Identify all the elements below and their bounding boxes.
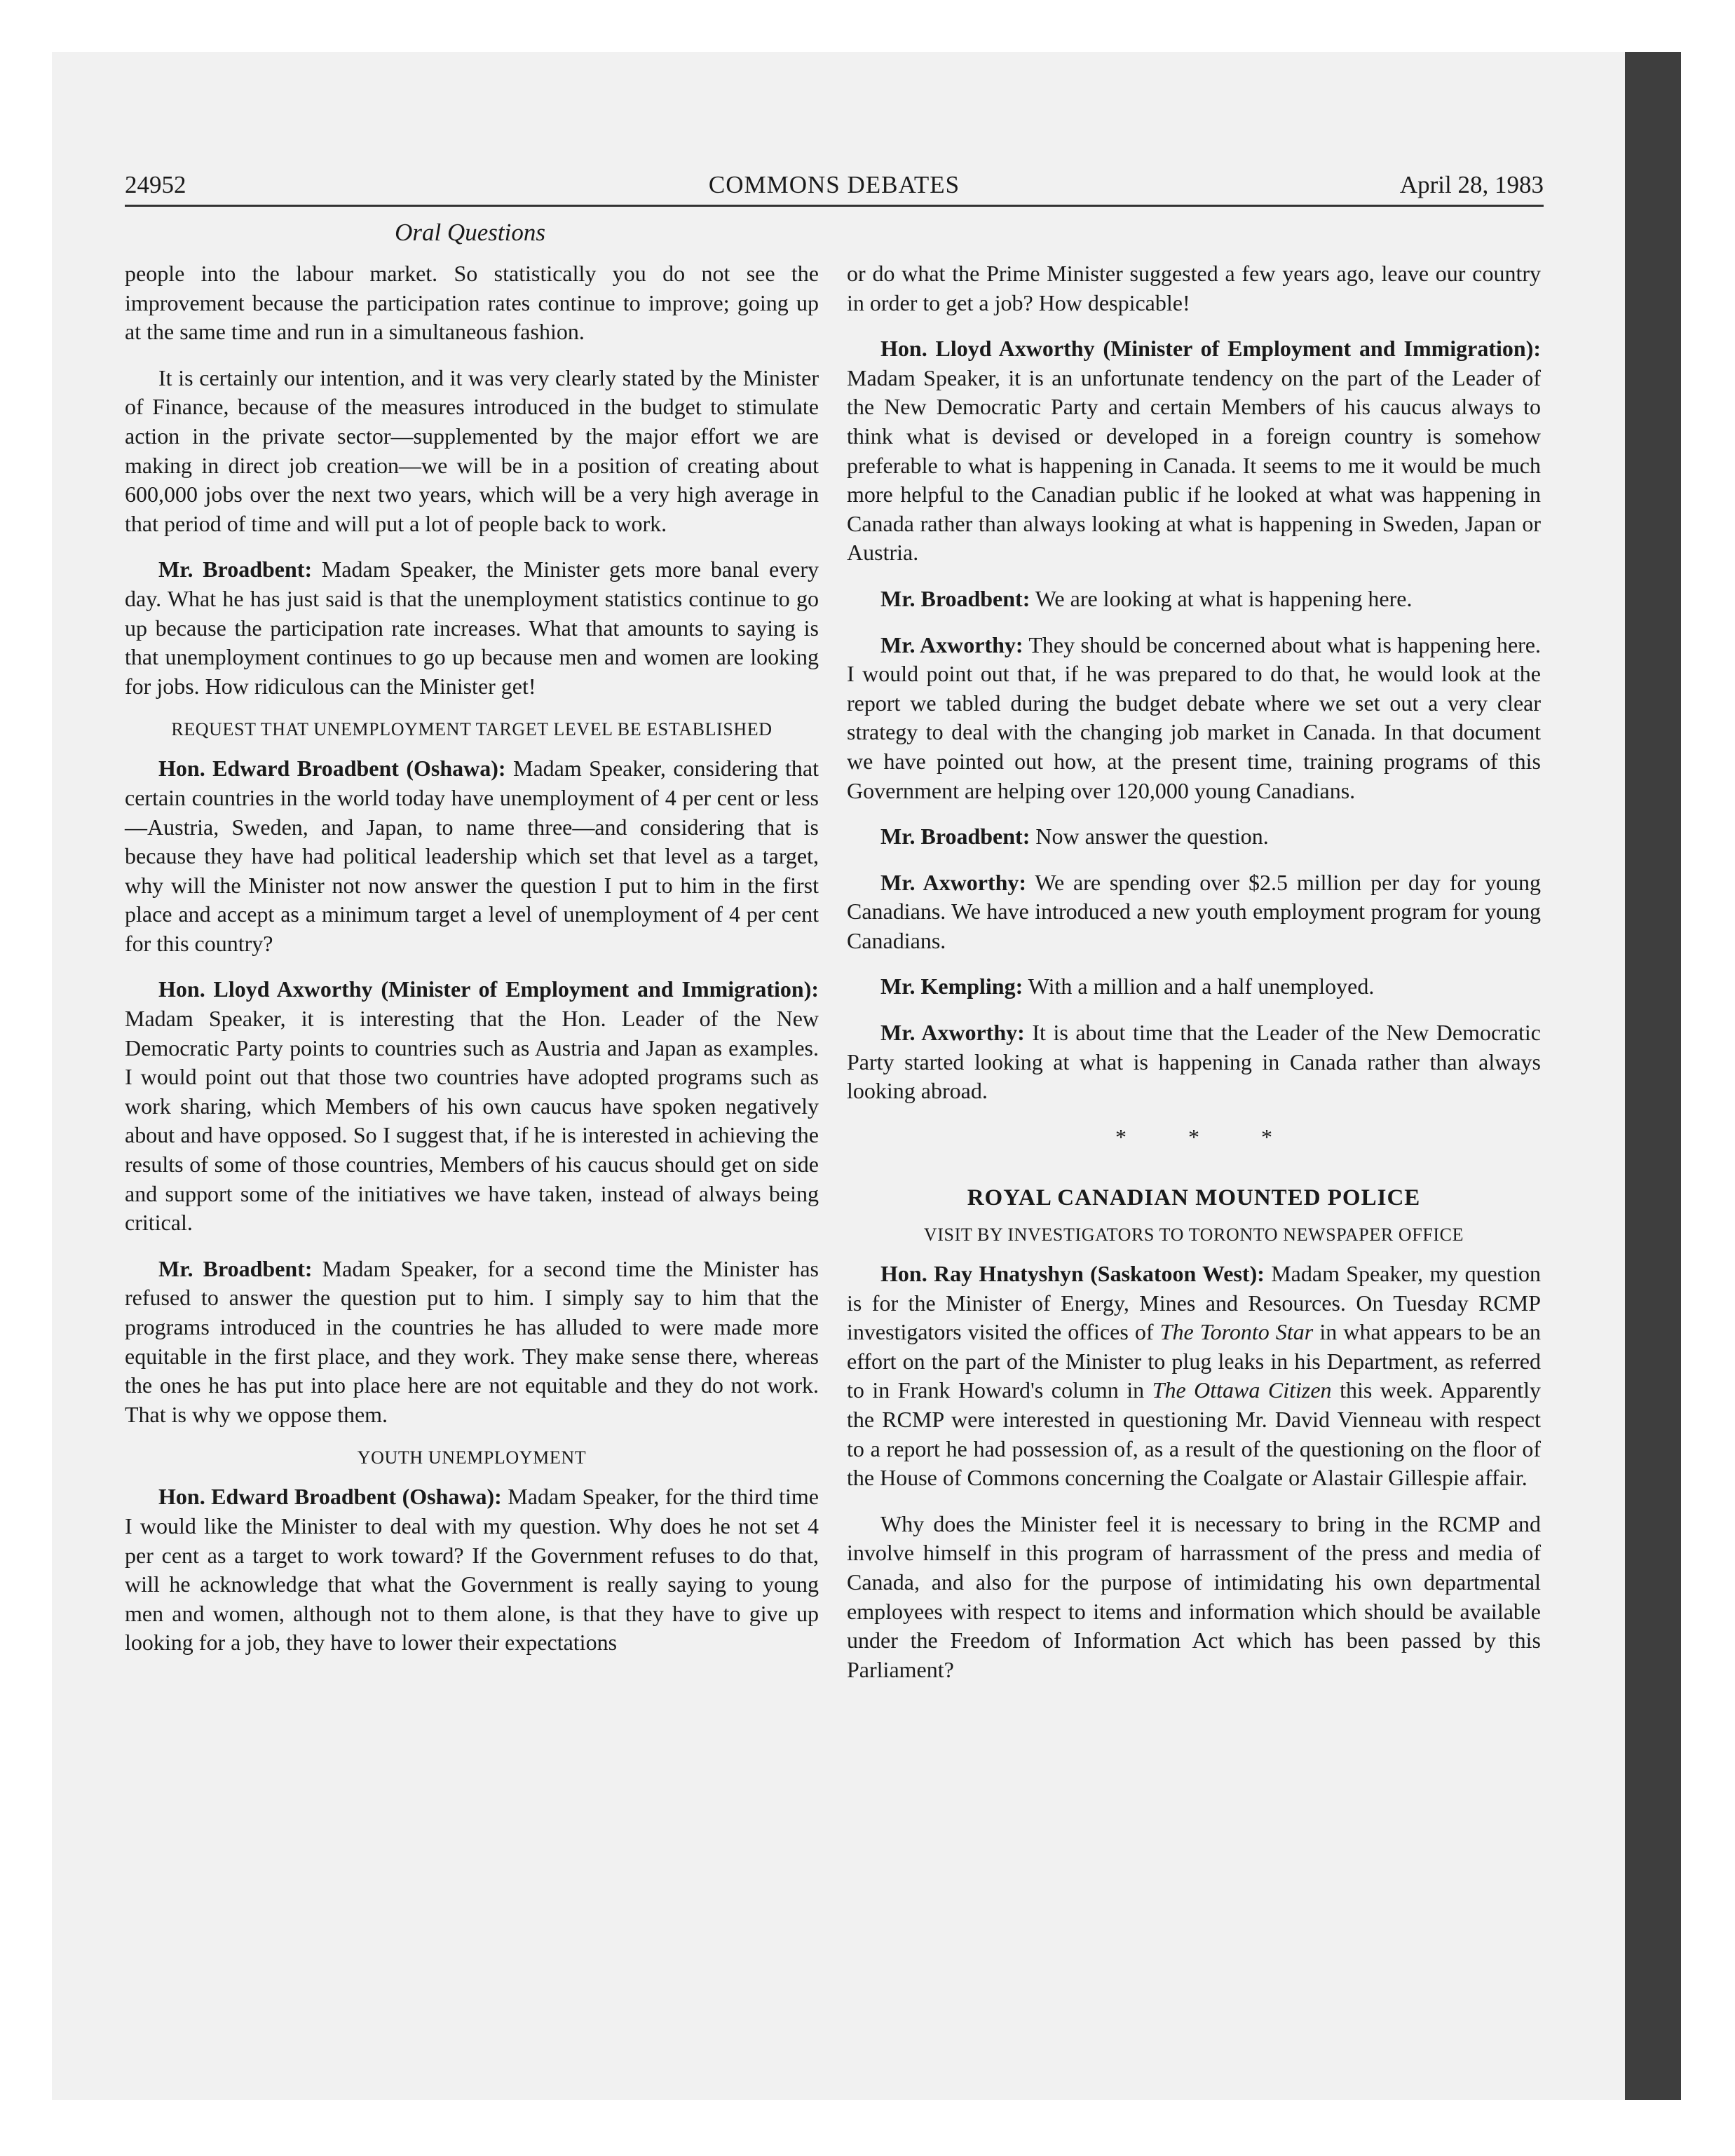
speech-text: Madam Speaker, for a second time the Minister has refused to answer the question put to him. I simply say to him that the programs introduced in the countries he has alluded to were made more equitable in the first place, and they work. They make sense there, whereas the ones he has put into place here are not equitable and they do not work. That is why we oppose them. [125, 1255, 819, 1427]
speaker-name: Mr. Axworthy: [880, 869, 1027, 895]
section-divider-stars: * * * [1115, 1124, 1300, 1149]
speech-text: Madam Speaker, for the third time I would like the Minister to deal with my question. Why does he not set 4 per cent as a target to work toward? If the Government refuses to do that, will he acknowledge that what the Government is really saying to young men and women, although not to them alone, is that they have to give up looking for a job, they have to lower their expectations [125, 1484, 819, 1656]
speaker-name: Mr. Axworthy: [880, 1020, 1025, 1046]
section-label: Oral Questions [395, 219, 545, 246]
speaker-name: Hon. Lloyd Axworthy (Minister of Employment and Immigration): [158, 976, 819, 1002]
subheading: YOUTH UNEMPLOYMENT [357, 1447, 587, 1468]
speaker-name: Hon. Edward Broadbent (Oshawa): [158, 756, 506, 782]
speech-text: in what appears to be an effort on the part of the Minister to plug leaks in his Department, as referred to in Frank Howard's column in [847, 1319, 1542, 1403]
scan-edge-shadow [1625, 52, 1681, 2100]
speech-paragraph [125, 1255, 819, 1430]
section-heading: ROYAL CANADIAN MOUNTED POLICE [967, 1185, 1421, 1211]
speech-text: We are looking at what is happening here. [1030, 585, 1413, 611]
publication-title: COMMONS DEBATES [708, 171, 960, 198]
right-column [847, 259, 1541, 1701]
speech-paragraph [847, 868, 1541, 956]
speaker-name: Hon. Lloyd Axworthy (Minister of Employment and Immigration): [880, 336, 1541, 362]
speech-paragraph [847, 1260, 1541, 1493]
speech-paragraph [847, 972, 1541, 1002]
speech-text: Madam Speaker, the Minister gets more banal every day. What he has just said is that the unemployment statistics continue to go up because the participation rate increases. What that amounts to saying is that unemployment continues to go up because men and women are looking for jobs. How ridiculous can the Minister get! [125, 557, 819, 699]
page-number: 24952 [125, 171, 186, 198]
speaker-name: Hon. Edward Broadbent (Oshawa): [158, 1484, 502, 1510]
paragraph: people into the labour market. So statistically you do not see the improvement because the participation rates continue to improve; going up at the same time and run in a simultaneous fashion. [125, 261, 819, 345]
speaker-name: Mr. Broadbent: [158, 1255, 313, 1281]
left-column [125, 259, 819, 1674]
speech-paragraph [847, 822, 1541, 852]
subheading: REQUEST THAT UNEMPLOYMENT TARGET LEVEL BE ESTABLISHED [171, 719, 773, 740]
speech-text: Madam Speaker, it is interesting that the Hon. Leader of the New Democratic Party points to countries such as Austria and Japan as examples. I would point out that those two countries have adopted programs such as work sharing, which Members of his own caucus have spoken negatively about and have opposed. So I suggest that, if he is interested in achieving the results of some of those countries, Members of his caucus should get on side and support some of the initiatives we have taken, instead of always being critical. [125, 1006, 819, 1236]
speech-text: Madam Speaker, it is an unfortunate tendency on the part of the Leader of the New Democratic Party and certain Members of his caucus always to think what is devised or developed in a foreign country is somehow preferable to what is happening in Canada. It seems to me it would be much more helpful to the Canadian public if he looked at what was happening in Canada rather than always looking at what is happening in Sweden, Japan or Austria. [847, 364, 1541, 566]
speech-paragraph [847, 1018, 1541, 1106]
speech-paragraph [125, 754, 819, 958]
newspaper-title: The Ottawa Citizen [1152, 1377, 1332, 1403]
speech-text: It is about time that the Leader of the New Democratic Party started looking at what is happening in Canada rather than always looking abroad. [847, 1020, 1542, 1104]
speech-paragraph [847, 631, 1541, 806]
speaker-name: Mr. Kempling: [880, 974, 1023, 999]
paragraph: Why does the Minister feel it is necessary to bring in the RCMP and involve himself in this program of harrassment of the press and media of Canada, and also for the purpose of intimidating his own departmental employees with respect to items and information which should be available under the Freedom of Information Act which has been passed by this Parliament? [847, 1510, 1541, 1682]
page-header [125, 165, 1544, 207]
speech-text: Now answer the question. [1030, 824, 1269, 850]
speech-text: Madam Speaker, considering that certain countries in the world today have unemployment of 4 per cent or less—Austria, Sweden, and Japan, to name three—and considering that is because they have had political leadership which set that level as a target, why will the Minister not now answer the question I put to him in the first place and accept as a minimum target a level of unemployment of 4 per cent for this country? [125, 756, 819, 956]
speech-paragraph [847, 585, 1541, 614]
speech-paragraph [125, 1482, 819, 1658]
paragraph: or do what the Prime Minister suggested a few years ago, leave our country in order to get a job? How despicable! [847, 261, 1541, 315]
speaker-name: Mr. Broadbent: [158, 557, 313, 582]
newspaper-title: The Toronto Star [1159, 1319, 1314, 1345]
speech-text: this week. Apparently the RCMP were interested in questioning Mr. David Vienneau with respect to a report he had possession of, as a result of the questioning on the floor of the House of Commons concerning the Coalgate or Alastair Gillespie affair. [847, 1377, 1542, 1491]
speech-text: With a million and a half unemployed. [1023, 974, 1375, 999]
speaker-name: Mr. Broadbent: [880, 585, 1030, 611]
speech-paragraph [125, 975, 819, 1237]
issue-date: April 28, 1983 [1399, 171, 1544, 198]
speech-text: They should be concerned about what is happening here. I would point out that, if he was prepared to do that, he would look at the report we tabled during the budget debate where we set out a very clear strategy to deal with the changing job market in Canada. In that document we have pointed out how, at the present time, training programs of this Government are helping over 120,000 young Canadians. [847, 632, 1542, 803]
speech-text: Madam Speaker, my question is for the Minister of Energy, Mines and Resources. On Tuesday RCMP investigators visited the offices of [847, 1261, 1542, 1345]
speech-paragraph [125, 555, 819, 701]
speech-paragraph [847, 334, 1541, 568]
subheading: VISIT BY INVESTIGATORS TO TORONTO NEWSPAPER OFFICE [923, 1224, 1464, 1246]
speech-text: We are spending over $2.5 million per day for young Canadians. We have introduced a new youth employment program for young Canadians. [847, 869, 1542, 953]
speaker-name: Mr. Broadbent: [880, 824, 1030, 850]
speaker-name: Hon. Ray Hnatyshyn (Saskatoon West): [880, 1261, 1265, 1287]
paragraph: It is certainly our intention, and it was very clearly stated by the Minister of Finance, because of the measures introduced in the budget to stimulate action in the private sector—supplemented by the major effort we are making in direct job creation—we will be in a position of creating about 600,000 jobs over the next two years, which will be a very high average in that period of time and will put a lot of people back to work. [125, 364, 819, 536]
speaker-name: Mr. Axworthy: [880, 632, 1023, 657]
